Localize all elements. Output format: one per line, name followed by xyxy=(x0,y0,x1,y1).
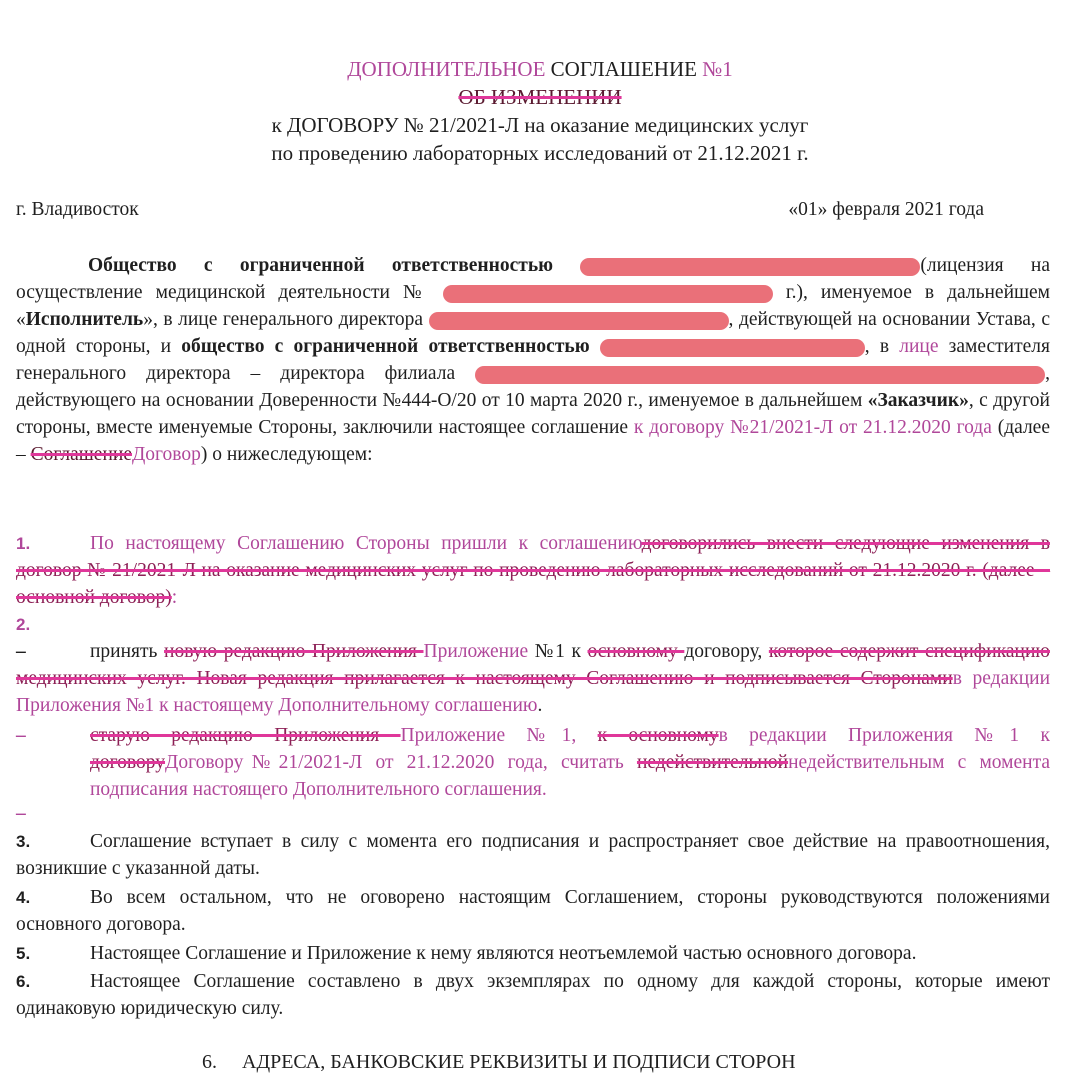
item-text: Настоящее Соглашение составлено в двух экземплярах по одному для каждой стороны, которые имеют одинаковую юридическую силу. xyxy=(16,971,1050,1019)
executor-label: Исполнитель xyxy=(25,309,144,330)
item-number: 1. xyxy=(16,534,31,553)
text-inserted: Договору№21/2021-Л от 21.12.2020 года, считать xyxy=(165,752,637,773)
dash-bullet: – xyxy=(16,725,26,746)
text-normal: . xyxy=(537,695,543,716)
item-text: Соглашение вступает в силу с момента его подписания и распространяет свое действие на правоотношения, возникшие с указанной даты. xyxy=(16,831,1050,879)
list-item-5 xyxy=(16,940,1050,967)
text-inserted: в редакции Приложения №1 к xyxy=(718,725,1051,746)
party1-name: Общество с ограниченной ответственностью xyxy=(88,255,554,276)
dash-bullet: – xyxy=(16,641,26,662)
item-inserted-text: По настоящему Соглашению Стороны пришли к соглашению xyxy=(90,533,642,554)
contract-inserted: к договору №21/2021-Л от 21.12.2020 года xyxy=(633,417,992,438)
text-inserted: Приложение xyxy=(423,641,529,662)
redaction-mark xyxy=(443,285,773,303)
text-deleted: старую редакцию Приложения xyxy=(90,725,401,746)
date: «01» февраля 2021 года xyxy=(788,199,984,220)
title-inserted-word: ДОПОЛНИТЕЛЬНОЕ xyxy=(347,57,546,81)
bullet-item-2 xyxy=(90,722,1050,803)
closing-text: ) о нижеследующем: xyxy=(200,444,373,465)
further-inserted: Договор xyxy=(131,444,201,465)
title-number: №1 xyxy=(702,57,733,81)
redaction-mark xyxy=(429,312,729,330)
list-item-4 xyxy=(16,884,1050,938)
executor-after-text: », в лице генерального директора xyxy=(143,309,423,330)
item-text: Во всем остальном, что не оговорено настоящим Соглашением, стороны руководствуются положениями основного договора. xyxy=(16,887,1050,935)
item-tail: : xyxy=(171,587,178,608)
title-line-4: по проведению лабораторных исследований от 21.12.2021 г. xyxy=(271,141,809,165)
item-number: 6. xyxy=(16,972,31,991)
section-number: 6. xyxy=(202,1051,217,1073)
title-deleted-text: ОБ ИЗМЕНЕНИИ xyxy=(458,85,622,109)
text-deleted: которое содержит спецификацию медицинских услуг. Новая редакция прилагается к настоящему Соглашению и подписывается Сторонами xyxy=(16,641,1050,689)
together-text: , с другой стороны, вместе именуемые Стороны, заключили настоящее соглашение xyxy=(16,390,1050,438)
title-line-2 xyxy=(0,83,1080,111)
license-close-text: г.), именуемое в дальнейшем « xyxy=(16,282,1051,330)
item-number: 5. xyxy=(16,944,31,963)
deputy-text: заместителя генерального директора – директора филиала xyxy=(16,336,1050,384)
item-deleted-text: договорились внести следующие изменения в договор № 21/2021-Л на оказание медицинских услуг по проведению лабораторных исследований от 21.12.2020 г. (далее – основной договор) xyxy=(16,533,1050,608)
further-deleted: Соглашение xyxy=(30,444,132,465)
place: г. Владивосток xyxy=(16,199,139,220)
section-title: АДРЕСА, БАНКОВСКИЕ РЕКВИЗИТЫ И ПОДПИСИ СТОРОН xyxy=(242,1051,796,1073)
item-text: Настоящее Соглашение и Приложение к нему являются неотъемлемой частью основного договора. xyxy=(90,943,917,964)
list-item-3 xyxy=(16,828,1050,882)
text-inserted: в редакции Приложения №1 к настоящему Дополнительному соглашению xyxy=(16,668,1051,716)
text-deleted: недействительной xyxy=(636,752,789,773)
item-number: 3. xyxy=(16,832,31,851)
text-inserted: недействительным с момента подписания настоящего Дополнительного соглашения. xyxy=(90,752,1051,800)
text-deleted: договору xyxy=(90,752,166,773)
license-text: (лицензия на осуществление медицинской деятельности № xyxy=(16,255,1051,303)
text-inserted: Приложение №1, xyxy=(400,725,598,746)
text-deleted: к основному xyxy=(597,725,719,746)
document-title xyxy=(0,55,1080,167)
text-normal: принять xyxy=(90,641,165,662)
dash-bullet: – xyxy=(16,803,26,824)
text-normal: №1 к xyxy=(528,641,588,662)
bullet-item-3-empty xyxy=(16,800,1050,827)
in-person-inserted: лице xyxy=(899,336,939,357)
title-line-1 xyxy=(0,55,1080,83)
preamble-paragraph xyxy=(16,252,1050,468)
further-text: (далее – xyxy=(16,417,1050,465)
text-normal: договору, xyxy=(684,641,769,662)
bullet-item-1 xyxy=(16,638,1050,719)
text-deleted: новую редакцию Приложения xyxy=(164,641,424,662)
section-heading xyxy=(202,1049,796,1076)
place-date-row xyxy=(16,196,984,223)
list-item-1 xyxy=(16,530,1050,611)
title-agreement-word: СОГЛАШЕНИЕ xyxy=(545,57,703,81)
redaction-mark xyxy=(600,339,865,357)
redaction-mark xyxy=(580,258,920,276)
redaction-mark xyxy=(475,366,1045,384)
title-line-3: к ДОГОВОРУ № 21/2021-Л на оказание медицинских услуг xyxy=(271,113,809,137)
customer-label: «Заказчик» xyxy=(867,390,969,411)
item-number: 4. xyxy=(16,888,31,907)
in-person-prefix: , в xyxy=(864,336,900,357)
text-deleted: основному xyxy=(587,641,685,662)
party2-name: общество с ограниченной ответственностью xyxy=(181,336,590,357)
acting-text: , действующей на основании Устава, с одной стороны, и xyxy=(16,309,1051,357)
list-item-2 xyxy=(16,611,1050,638)
list-item-6 xyxy=(16,968,1050,1022)
acting2-text: , действующего на основании Доверенности №444-О/20 от 10 марта 2020 г., именуемое в дальнейшем xyxy=(16,363,1050,411)
item-number: 2. xyxy=(16,615,31,634)
